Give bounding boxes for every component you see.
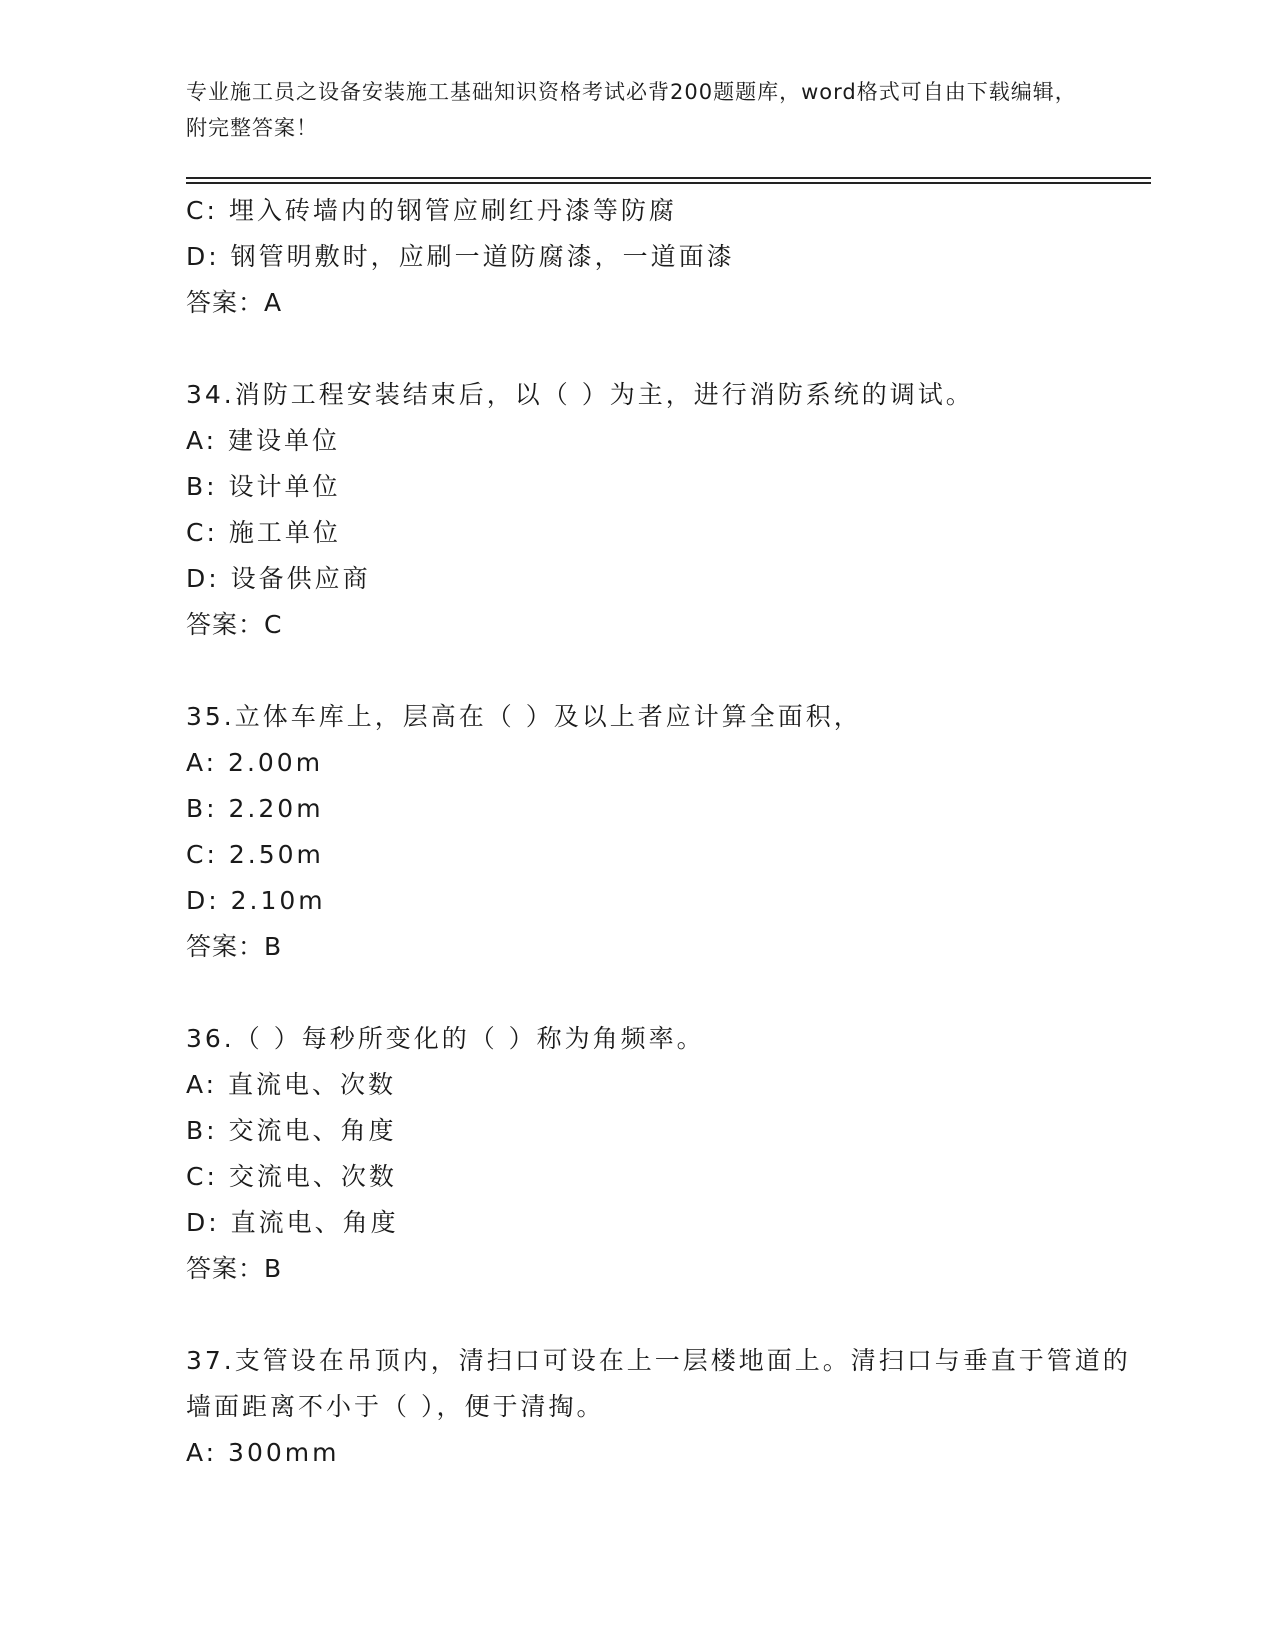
option-d xyxy=(186,234,1146,280)
option-text: 施工单位 xyxy=(228,518,341,547)
option-b xyxy=(186,1108,1146,1154)
option-label: A: xyxy=(186,1070,218,1099)
question-stem: 35.立体车库上，层高在（ ）及以上者应计算全面积， xyxy=(186,702,862,731)
question-37 xyxy=(186,1338,1146,1476)
option-label: D: xyxy=(186,1208,220,1237)
option-text: 直流电、角度 xyxy=(230,1208,399,1237)
option-a xyxy=(186,1062,1146,1108)
option-text: 2.00m xyxy=(228,748,324,777)
option-label: C: xyxy=(186,840,218,869)
option-text: 埋入砖墙内的钢管应刷红丹漆等防腐 xyxy=(228,196,677,225)
option-label: D: xyxy=(186,564,220,593)
option-text: 交流电、次数 xyxy=(228,1162,397,1191)
option-a xyxy=(186,740,1146,786)
option-b xyxy=(186,464,1146,510)
option-d xyxy=(186,556,1146,602)
option-b xyxy=(186,786,1146,832)
option-text: 2.50m xyxy=(228,840,324,869)
option-label: B: xyxy=(186,1116,218,1145)
question-34 xyxy=(186,372,1146,648)
option-d xyxy=(186,1200,1146,1246)
option-text: 钢管明敷时，应刷一道防腐漆，一道面漆 xyxy=(230,242,735,271)
answer-line: 答案：A xyxy=(186,288,283,317)
option-text: 直流电、次数 xyxy=(228,1070,397,1099)
option-a xyxy=(186,418,1146,464)
header-divider-bottom xyxy=(186,182,1151,184)
option-text: 2.20m xyxy=(228,794,324,823)
option-text: 设备供应商 xyxy=(230,564,371,593)
question-stem: 37.支管设在吊顶内，清扫口可设在上一层楼地面上。清扫口与垂直于管道的墙面距离不小于（ ），便于清掏。 xyxy=(186,1346,1131,1421)
option-c xyxy=(186,188,1146,234)
option-a xyxy=(186,1430,1146,1476)
answer-line: 答案：B xyxy=(186,932,283,961)
option-text: 设计单位 xyxy=(228,472,341,501)
question-stem: 34.消防工程安装结束后，以（ ）为主，进行消防系统的调试。 xyxy=(186,380,974,409)
option-text: 建设单位 xyxy=(228,426,341,455)
option-label: C: xyxy=(186,1162,218,1191)
option-d xyxy=(186,878,1146,924)
answer-line: 答案：B xyxy=(186,1254,283,1283)
option-text: 2.10m xyxy=(230,886,326,915)
option-label: D: xyxy=(186,242,220,271)
option-c xyxy=(186,1154,1146,1200)
question-36 xyxy=(186,1016,1146,1292)
option-label: B: xyxy=(186,794,218,823)
question-35 xyxy=(186,694,1146,970)
question-content xyxy=(186,188,1146,1476)
option-text: 300mm xyxy=(228,1438,340,1467)
option-label: B: xyxy=(186,472,218,501)
document-header xyxy=(186,74,1086,146)
header-divider-top xyxy=(186,177,1151,179)
option-c xyxy=(186,510,1146,556)
option-label: A: xyxy=(186,1438,218,1467)
option-label: A: xyxy=(186,748,218,777)
option-c xyxy=(186,832,1146,878)
answer-line: 答案：C xyxy=(186,610,283,639)
option-label: C: xyxy=(186,518,218,547)
option-label: A: xyxy=(186,426,218,455)
option-label: C: xyxy=(186,196,218,225)
question-33-tail xyxy=(186,188,1146,326)
header-title: 专业施工员之设备安装施工基础知识资格考试必背200题题库，word格式可自由下载编辑，附完整答案！ xyxy=(186,80,1077,140)
option-text: 交流电、角度 xyxy=(228,1116,397,1145)
question-stem: 36.（ ）每秒所变化的（ ）称为角频率。 xyxy=(186,1024,705,1053)
option-label: D: xyxy=(186,886,220,915)
